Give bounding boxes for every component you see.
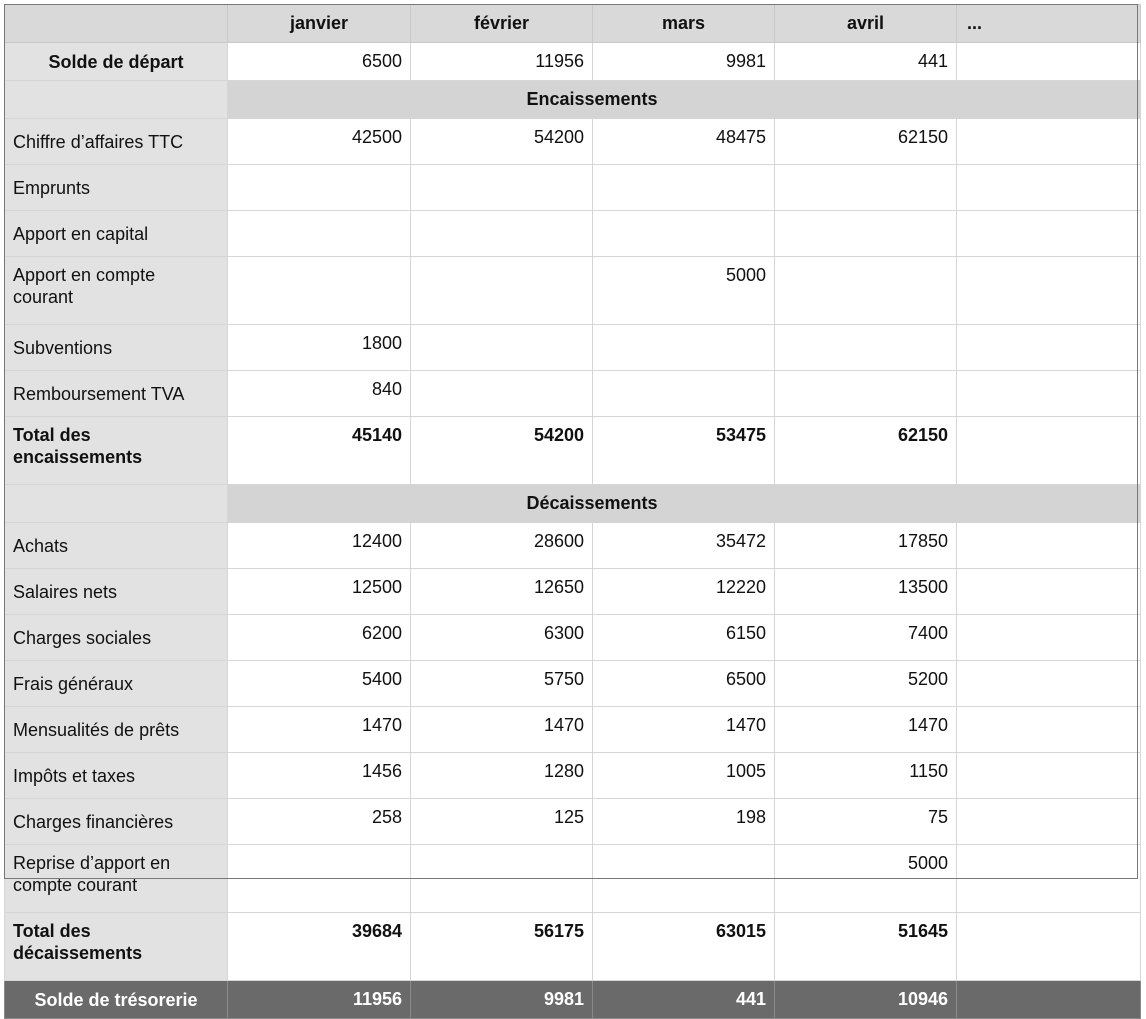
solde-depart-row [5, 43, 1141, 81]
row-label: Total des encaissements [5, 417, 228, 485]
section-header-encaissements [5, 81, 1141, 119]
cell [957, 81, 1141, 119]
cell[interactable] [957, 707, 1141, 753]
cell[interactable] [957, 119, 1141, 165]
row-label: Remboursement TVA [5, 371, 228, 417]
cell[interactable]: 1150 [775, 753, 957, 799]
cell[interactable]: 258 [228, 799, 411, 845]
cell[interactable] [593, 845, 775, 913]
solde-tresorerie-row [5, 981, 1141, 1019]
total-decaissements-row [5, 913, 1141, 981]
cell[interactable]: 11956 [411, 43, 593, 81]
cell[interactable]: 5750 [411, 661, 593, 707]
row-label: Total des décaissements [5, 913, 228, 981]
cell[interactable]: 1470 [593, 707, 775, 753]
cell[interactable]: 1800 [228, 325, 411, 371]
cell[interactable]: 51645 [775, 913, 957, 981]
header-month: février [411, 5, 593, 43]
cell[interactable]: 45140 [228, 417, 411, 485]
cell[interactable] [228, 165, 411, 211]
cell[interactable]: 48475 [593, 119, 775, 165]
cell[interactable]: 7400 [775, 615, 957, 661]
cell[interactable]: 5400 [228, 661, 411, 707]
row-label: Solde de trésorerie [5, 981, 228, 1019]
header-corner [5, 5, 228, 43]
table-row [5, 119, 1141, 165]
cell[interactable] [775, 211, 957, 257]
cell[interactable]: 6500 [228, 43, 411, 81]
cell[interactable] [411, 325, 593, 371]
table-row [5, 523, 1141, 569]
cell[interactable] [775, 371, 957, 417]
cell[interactable]: 6300 [411, 615, 593, 661]
cell[interactable] [957, 43, 1141, 81]
cell[interactable]: 62150 [775, 119, 957, 165]
header-ellipsis: ... [957, 5, 1141, 43]
header-month: avril [775, 5, 957, 43]
cell[interactable]: 54200 [411, 417, 593, 485]
cell[interactable]: 1456 [228, 753, 411, 799]
cell[interactable] [411, 845, 593, 913]
row-label: Frais généraux [5, 661, 228, 707]
cell[interactable]: 198 [593, 799, 775, 845]
section-header-decaissements [5, 485, 1141, 523]
cell[interactable]: 12400 [228, 523, 411, 569]
cell[interactable] [593, 211, 775, 257]
cell[interactable] [228, 211, 411, 257]
row-label: Chiffre d’affaires TTC [5, 119, 228, 165]
row-label [5, 81, 228, 119]
cell[interactable] [411, 257, 593, 325]
cell[interactable]: 62150 [775, 417, 957, 485]
table-row [5, 257, 1141, 325]
row-label: Achats [5, 523, 228, 569]
cell[interactable] [411, 371, 593, 417]
cell[interactable]: 12650 [411, 569, 593, 615]
cell[interactable] [957, 615, 1141, 661]
section-title: Encaissements [228, 81, 957, 119]
table-row [5, 661, 1141, 707]
section-title: Décaissements [228, 485, 957, 523]
cell[interactable] [957, 845, 1141, 913]
cell[interactable]: 1470 [228, 707, 411, 753]
cell[interactable]: 5200 [775, 661, 957, 707]
table-row [5, 569, 1141, 615]
cell[interactable] [593, 371, 775, 417]
row-label: Mensualités de prêts [5, 707, 228, 753]
cell[interactable]: 6150 [593, 615, 775, 661]
cell[interactable] [957, 569, 1141, 615]
cell[interactable]: 5000 [593, 257, 775, 325]
cell[interactable]: 11956 [228, 981, 411, 1019]
cell[interactable]: 9981 [593, 43, 775, 81]
cell[interactable]: 840 [228, 371, 411, 417]
cell[interactable] [593, 165, 775, 211]
cell[interactable]: 17850 [775, 523, 957, 569]
cell[interactable]: 63015 [593, 913, 775, 981]
row-label: Impôts et taxes [5, 753, 228, 799]
table-row [5, 753, 1141, 799]
cell[interactable] [957, 325, 1141, 371]
cell[interactable]: 42500 [228, 119, 411, 165]
cell[interactable]: 1280 [411, 753, 593, 799]
cell[interactable] [775, 257, 957, 325]
treasury-table [4, 4, 1141, 1019]
cell[interactable] [228, 257, 411, 325]
cell[interactable]: 9981 [411, 981, 593, 1019]
cell[interactable]: 54200 [411, 119, 593, 165]
cell[interactable] [957, 753, 1141, 799]
cell[interactable] [957, 799, 1141, 845]
cell[interactable]: 75 [775, 799, 957, 845]
cell[interactable] [775, 165, 957, 211]
cell[interactable]: 13500 [775, 569, 957, 615]
table-row [5, 615, 1141, 661]
total-encaissements-row [5, 417, 1141, 485]
cell[interactable]: 10946 [775, 981, 957, 1019]
cell[interactable] [775, 325, 957, 371]
cell[interactable] [957, 417, 1141, 485]
cell[interactable]: 28600 [411, 523, 593, 569]
table-row [5, 325, 1141, 371]
cell[interactable]: 39684 [228, 913, 411, 981]
cell[interactable]: 12220 [593, 569, 775, 615]
cell[interactable]: 441 [593, 981, 775, 1019]
row-label: Charges sociales [5, 615, 228, 661]
cell[interactable]: 125 [411, 799, 593, 845]
cell[interactable]: 6500 [593, 661, 775, 707]
cell[interactable]: 12500 [228, 569, 411, 615]
row-label [5, 485, 228, 523]
cell[interactable]: 56175 [411, 913, 593, 981]
cell[interactable] [411, 211, 593, 257]
header-row [5, 5, 1141, 43]
row-label: Solde de départ [5, 43, 228, 81]
cell[interactable] [593, 325, 775, 371]
cell[interactable]: 1005 [593, 753, 775, 799]
cell[interactable] [957, 211, 1141, 257]
cell[interactable] [957, 257, 1141, 325]
row-label: Apport en capital [5, 211, 228, 257]
cell[interactable] [957, 661, 1141, 707]
cell[interactable] [411, 165, 593, 211]
row-label: Charges financières [5, 799, 228, 845]
row-label: Salaires nets [5, 569, 228, 615]
cell[interactable] [957, 981, 1141, 1019]
cell[interactable] [957, 165, 1141, 211]
row-label: Reprise d’apport en compte courant [5, 845, 228, 913]
table-row [5, 371, 1141, 417]
cell[interactable] [228, 845, 411, 913]
table-row [5, 845, 1141, 913]
cell[interactable] [957, 523, 1141, 569]
table-row [5, 165, 1141, 211]
cell[interactable] [957, 371, 1141, 417]
cell[interactable]: 441 [775, 43, 957, 81]
cell [957, 485, 1141, 523]
table-row [5, 707, 1141, 753]
cell[interactable] [957, 913, 1141, 981]
cell[interactable]: 1470 [411, 707, 593, 753]
table-row [5, 211, 1141, 257]
header-month: mars [593, 5, 775, 43]
row-label: Emprunts [5, 165, 228, 211]
header-month: janvier [228, 5, 411, 43]
cell[interactable]: 35472 [593, 523, 775, 569]
cell[interactable]: 5000 [775, 845, 957, 913]
cell[interactable]: 6200 [228, 615, 411, 661]
row-label: Apport en compte courant [5, 257, 228, 325]
cell[interactable]: 53475 [593, 417, 775, 485]
row-label: Subventions [5, 325, 228, 371]
cell[interactable]: 1470 [775, 707, 957, 753]
table-row [5, 799, 1141, 845]
